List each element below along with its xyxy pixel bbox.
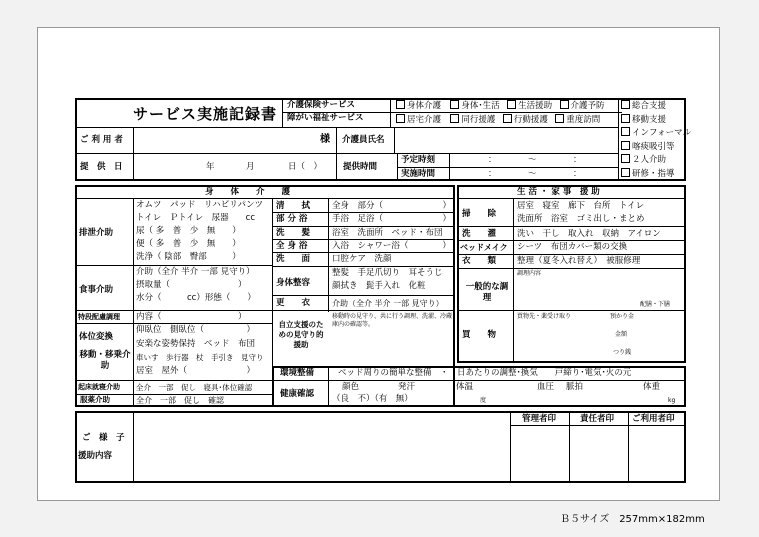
transfer-label: 移動・移乗介助 <box>79 350 131 371</box>
laundry-options[interactable]: 洗い 干し 取入れ 収納 アイロン <box>517 229 661 239</box>
cleaning-label: 掃 除 <box>462 209 497 219</box>
position-change-label: 体位変換 <box>79 332 114 342</box>
cooking-field[interactable] <box>515 278 683 300</box>
grooming-options[interactable]: 整髪 手足爪切り 耳そうじ 顔拭き 髭手入れ 化粧 <box>332 268 443 291</box>
health-sweat: 発汗 <box>398 382 416 392</box>
shopping-change: つり銭 <box>613 349 632 356</box>
checkbox-row-2 <box>396 114 600 126</box>
temp-unit: 度 <box>480 397 487 404</box>
form-title: サービス実施記録書 <box>133 105 278 123</box>
health-color: 顔色 <box>342 382 360 392</box>
checkbox-row-1 <box>396 100 605 112</box>
bedmake-label: ベッドメイク <box>460 243 508 252</box>
health-temp: 体温 <box>456 382 474 392</box>
planned-colon-1: ： <box>488 155 497 165</box>
checkbox-life-support[interactable]: 生活援助 <box>507 101 552 111</box>
checkbox-body-care[interactable]: 身体介護 <box>396 101 441 111</box>
partial-bath-label: 部 分 浴 <box>276 214 308 225</box>
notes-field[interactable] <box>136 414 506 480</box>
face-wash-label: 洗 面 <box>276 254 311 265</box>
shopping-note: 買物先・薬受け取り <box>517 313 572 320</box>
shopping-deposit: 預かり金 <box>610 313 635 320</box>
life-support-header: 生 活 ・ 家 事 援 助 <box>517 187 600 197</box>
env-options[interactable]: ベッド周りの簡単な整備 ・ 日あたりの調整･換気 戸締り･電気･火の元 <box>338 368 632 378</box>
independence-label: 自立支援のための見守り的援助 <box>278 320 324 349</box>
independence-note: 移動時の見守り、共に行う調理、洗濯、冷蔵庫内の確認等。 <box>332 313 453 328</box>
stamp-responsible-box[interactable] <box>571 427 626 481</box>
staff-label: 介護員氏名 <box>342 135 385 145</box>
weight-unit: kg <box>668 397 676 404</box>
wipe-label: 清 拭 <box>276 201 311 211</box>
date-label: 提 供 日 <box>80 162 123 172</box>
stamp-manager-label: 管理者印 <box>522 414 557 424</box>
grooming-label: 身体整容 <box>276 278 311 288</box>
shopping-label: 買 物 <box>462 330 497 340</box>
checkbox-home-care[interactable]: 居宅介護 <box>396 115 441 125</box>
checkbox-training[interactable]: 研修・指導 <box>621 168 691 182</box>
stamp-user-box[interactable] <box>630 427 684 481</box>
planned-colon-2: ： <box>573 155 582 165</box>
actual-colon-2: ： <box>573 169 582 179</box>
bedmake-options[interactable]: シーツ 布団カバー類の交換 <box>517 242 628 252</box>
staff-name-field[interactable] <box>396 129 616 151</box>
hygiene-options[interactable]: 全身 部分（ ） 手浴 足浴（ ） 浴室 洗面所 ベッド・布団 入浴 シャワー浴（ ） 口腔ケア 洗顔 <box>332 201 452 265</box>
actual-time-label: 実施時間 <box>401 169 436 179</box>
notes-label: ご 様 子 <box>82 433 125 443</box>
health-bp: 血圧 <box>537 382 555 392</box>
full-bath-label: 全 身 浴 <box>276 240 308 251</box>
checkbox-total-support[interactable]: 総合支援 <box>621 100 691 114</box>
medication-label: 服薬介助 <box>80 395 110 404</box>
shopping-amount: 金額 <box>615 331 628 338</box>
special-meal-content[interactable]: 内容（ ） <box>136 312 247 322</box>
meal-label: 食事介助 <box>79 285 114 295</box>
dressing-options[interactable]: 介助（全介 半介 一部 見守り） <box>332 299 444 308</box>
meal-options[interactable]: 介助（全介 半介 一部 見守り） 摂取量（ ） 水分（ cc）形態（ ） <box>136 267 256 303</box>
checkbox-behavior[interactable]: 行動援護 <box>503 115 548 125</box>
paper-size-note: Ｂ５サイズ 257mm×182mm <box>560 514 705 525</box>
checkbox-side-column <box>621 100 691 181</box>
cleaning-options[interactable]: 居室 寝室 廊下 台所 トイレ 洗面所 浴室 ゴミ出し・まとめ <box>517 201 645 224</box>
user-name-field[interactable] <box>135 129 315 151</box>
hair-wash-label: 洗 髪 <box>276 227 311 238</box>
actual-colon-1: ： <box>488 169 497 179</box>
laundry-label: 洗 濯 <box>462 229 497 239</box>
notes-label-2: 援助内容 <box>78 451 113 461</box>
wakeup-label: 起床就寝介助 <box>78 383 120 391</box>
clothes-label: 衣 類 <box>462 256 497 266</box>
dressing-label: 更 衣 <box>276 298 311 308</box>
checkbox-mobility-support[interactable]: 移動支援 <box>621 114 691 128</box>
special-meal-label: 特段配慮調理 <box>78 313 120 321</box>
sama-suffix: 様 <box>320 134 330 145</box>
checkbox-body-life[interactable]: 身体･生活 <box>450 101 499 111</box>
body-care-header: 身 体 介 護 <box>205 187 291 197</box>
health-pulse: 脈拍 <box>566 382 584 392</box>
date-day: 日（ ） <box>288 162 323 172</box>
checkbox-severe-visit[interactable]: 重度訪問 <box>555 115 600 125</box>
date-month: 月 <box>246 162 255 172</box>
cooking-label: 一般的な調理 <box>465 282 509 303</box>
planned-tilde: ～ <box>528 155 537 165</box>
medication-options[interactable]: 全介 一部 促し 確認 <box>136 396 224 405</box>
excretion-label: 排泄介助 <box>79 228 114 238</box>
planned-time-label: 予定時刻 <box>401 155 436 165</box>
excretion-options[interactable]: オムツ パッド リハビリパンツ トイレ Ｐトイレ 尿器 cc 尿（ 多 普 少 無 ） 便（ 多 普 少 無 ） 洗浄（ 陰部 臀部 ） <box>136 200 263 262</box>
service-type-care: 介護保険サービス <box>287 100 356 110</box>
health-label: 健康確認 <box>280 389 315 399</box>
stamp-user-label: ご利用者印 <box>632 414 675 424</box>
actual-tilde: ～ <box>528 169 537 179</box>
checkbox-two-person[interactable]: ２人介助 <box>621 154 691 168</box>
health-weight: 体重 <box>643 382 661 392</box>
stamp-responsible-label: 責任者印 <box>580 414 615 424</box>
checkbox-suction[interactable]: 喀痰吸引等 <box>621 141 691 155</box>
service-type-disability: 障がい福祉サービス <box>287 113 364 123</box>
user-label: ご 利 用 者 <box>80 135 123 145</box>
env-label: 環境整備 <box>280 368 315 378</box>
checkbox-informal[interactable]: インフォーマル <box>621 127 691 141</box>
stamp-manager-box[interactable] <box>512 427 567 481</box>
cooking-serving: 配膳・下膳 <box>640 301 671 308</box>
health-options[interactable]: （良 不）（有 無） <box>332 394 413 404</box>
clothes-options[interactable]: 整理（夏冬入れ替え） 被服修理 <box>517 256 641 266</box>
wakeup-options[interactable]: 全介 一部 促し 寝具･体位確認 <box>136 383 253 392</box>
time-label: 提供時間 <box>343 162 378 172</box>
cooking-note: 調理内容 <box>517 270 542 277</box>
date-year: 年 <box>206 162 215 172</box>
position-options[interactable]: 仰臥位 側臥位（ ） 安楽な姿勢保持 ベッド 布団 車いす 歩行器 杖 手引き 見守り 居室 屋外（ ） <box>136 325 264 376</box>
checkbox-prevention[interactable]: 介護予防 <box>560 101 605 111</box>
checkbox-accompany[interactable]: 同行援護 <box>450 115 495 125</box>
hygiene-labels <box>276 200 310 266</box>
